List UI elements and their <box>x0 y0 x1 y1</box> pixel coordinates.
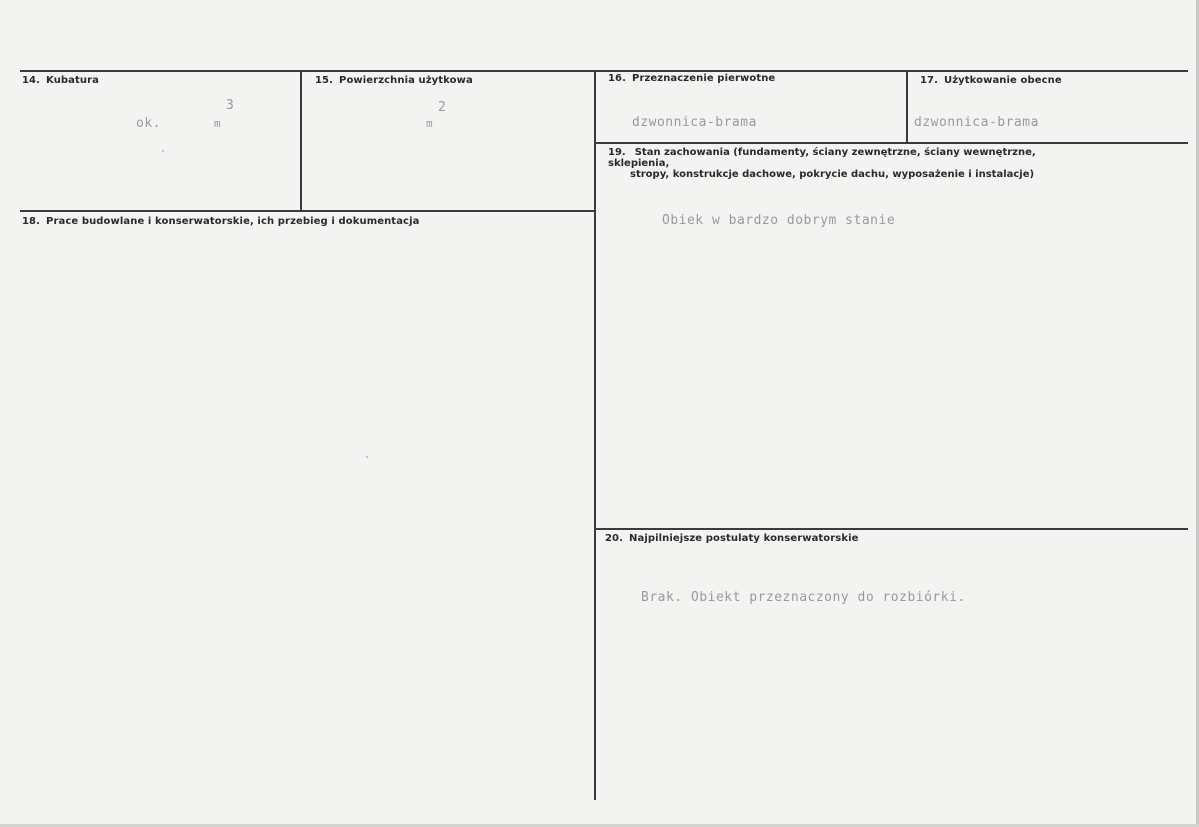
field-18-label <box>22 216 419 227</box>
divider-14-15 <box>300 70 302 212</box>
field-17-title: Użytkowanie obecne <box>944 75 1062 86</box>
rule-above-20 <box>596 528 1188 530</box>
field-17-number: 17. <box>920 75 939 86</box>
field-18-title: Prace budowlane i konserwatorskie, ich przebieg i dokumentacja <box>46 216 420 227</box>
field-19-line1 <box>608 147 1088 169</box>
field-19-title-line2: stropy, konstrukcje dachowe, pokrycie dachu, wyposażenie i instalacje) <box>630 169 1035 180</box>
field-16-number: 16. <box>608 73 627 84</box>
przeznaczenie-value: dzwonnica-brama <box>632 115 757 130</box>
field-20-number: 20. <box>605 533 624 544</box>
field-18-number: 18. <box>22 216 41 227</box>
field-19-title-line1: Stan zachowania (fundamenty, ściany zewnętrzne, ściany wewnętrzne, sklepienia, <box>608 147 1036 169</box>
speck <box>366 456 368 458</box>
divider-main <box>594 70 596 800</box>
rule-below-14-15 <box>20 210 596 212</box>
field-15-number: 15. <box>315 75 334 86</box>
postulaty-value: Brak. Obiekt przeznaczony do rozbiórki. <box>641 590 966 605</box>
field-15-title: Powierzchnia użytkowa <box>339 75 473 86</box>
kubatura-unit: m <box>214 117 221 130</box>
field-15-label <box>315 75 473 86</box>
uzytkowanie-value: dzwonnica-brama <box>914 115 1039 130</box>
field-14-title: Kubatura <box>46 75 99 86</box>
stan-value: Obiek w bardzo dobrym stanie <box>662 213 896 228</box>
divider-16-17 <box>906 70 908 144</box>
field-14-label <box>22 75 99 86</box>
powierzchnia-unit: m <box>426 117 433 130</box>
field-17-label <box>920 75 1062 86</box>
field-19-number: 19. <box>608 147 626 158</box>
powierzchnia-exponent: 2 <box>438 100 446 115</box>
field-16-title: Przeznaczenie pierwotne <box>632 73 776 84</box>
kubatura-exponent: 3 <box>226 98 234 113</box>
field-14-number: 14. <box>22 75 41 86</box>
field-20-title: Najpilniejsze postulaty konserwatorskie <box>629 533 859 544</box>
top-rule <box>20 70 1188 72</box>
speck <box>162 150 164 152</box>
field-20-label <box>605 533 859 544</box>
field-16-label <box>608 73 775 84</box>
rule-below-16-17 <box>596 142 1188 144</box>
kubatura-prefix: ok. <box>136 116 161 131</box>
field-19-label <box>608 147 1088 180</box>
